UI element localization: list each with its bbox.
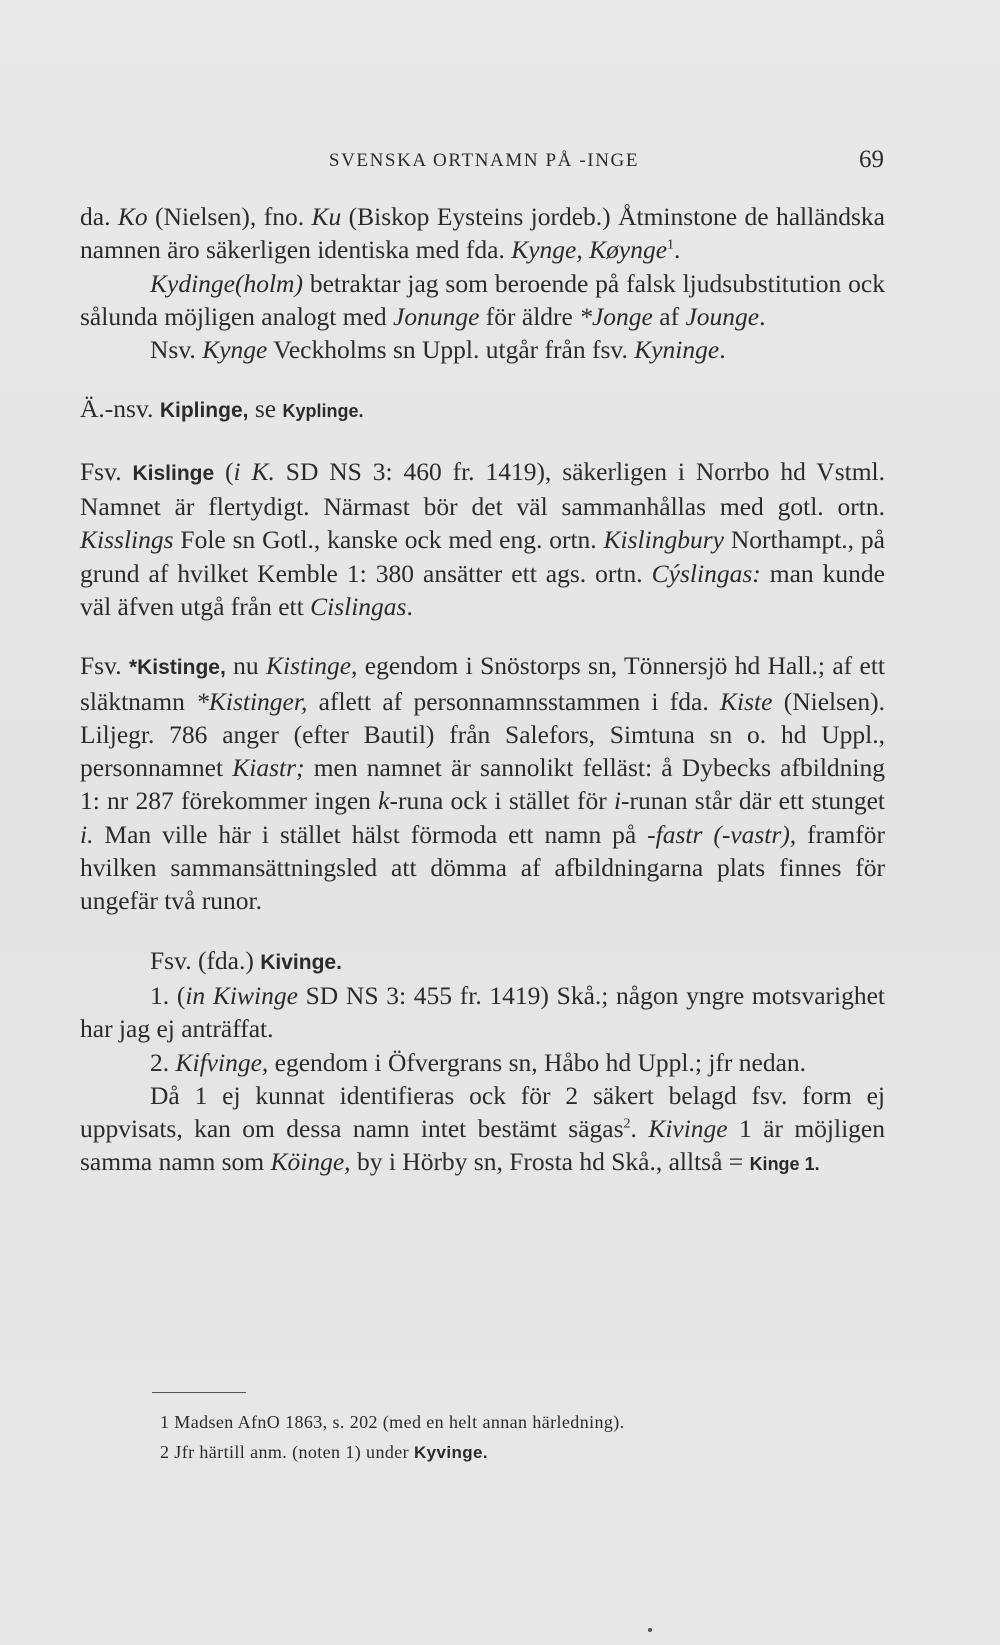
entry-kistinge	[80, 649, 885, 917]
italic-term: i	[613, 786, 622, 816]
text-run: se	[248, 394, 283, 424]
italic-term: Kivinge	[648, 1114, 728, 1144]
text-run: Ä.-nsv.	[80, 394, 160, 424]
text-run: af	[652, 301, 686, 331]
text-run: -runan står där ett stunget	[621, 786, 886, 816]
text-run: 2 Jfr härtill anm. (noten 1) under	[160, 1442, 414, 1462]
paragraph-3	[80, 333, 885, 366]
body-text	[80, 200, 885, 1182]
print-speck	[648, 1628, 652, 1632]
text-run: .	[719, 335, 726, 365]
italic-term: Köinge,	[270, 1147, 351, 1177]
italic-term: Kynge, Køynge	[511, 235, 668, 265]
text-run: aflett af personnamnsstammen i fda.	[307, 686, 720, 716]
cross-reference: Kyplinge.	[282, 401, 364, 422]
text-run: nu	[225, 651, 267, 681]
italic-term: Kiste	[720, 686, 773, 716]
footnote-ref: 2	[623, 1116, 631, 1132]
italic-term: Kifvinge,	[175, 1047, 269, 1077]
running-head-title: SVENSKA ORTNAMN PÅ -INGE	[328, 150, 640, 171]
running-head	[84, 146, 884, 180]
text-run: (Nielsen), fno.	[147, 202, 312, 231]
italic-term: Cýslingas:	[651, 558, 761, 588]
text-run: SD NS 3: 455 fr. 1419) Skå.; någon yngre motsvarighet har jag ej anträffat.	[80, 980, 886, 1044]
entry-kislinge	[80, 455, 885, 623]
text-run: SD NS 3: 460 fr. 1419), säkerligen i Norrbo hd Vstml. Namnet är flertydigt. Närmast bör det väl sammanhållas med gotl. ortn.	[80, 456, 886, 522]
italic-term: i.	[80, 819, 94, 849]
text-run: men namnet är sannolikt felläst: å Dybecks afbildning 1: nr 287 förekommer ingen	[80, 753, 885, 816]
paragraph-kivinge-2	[80, 1046, 885, 1079]
text-run: egendom i Snöstorps sn, Tönnersjö hd Hall.; af ett släktnamn	[80, 651, 886, 716]
text-run: Då 1 ej kunnat identifieras ock för 2 säkert belagd fsv. form ej uppvisats, kan om dessa namn intet bestämt sägas	[80, 1080, 885, 1144]
footnote-ref: 1	[667, 237, 675, 253]
text-run: 1. (	[150, 980, 186, 1010]
text-run: .	[630, 1114, 649, 1144]
italic-term: *Kistinger,	[196, 686, 308, 716]
text-run: .	[674, 235, 681, 265]
italic-term: Kynge	[202, 335, 268, 365]
entry-kiplinge	[80, 392, 885, 428]
headword: *Kistinge,	[128, 656, 226, 680]
italic-term: Jounge	[685, 301, 760, 331]
text-run: 2.	[150, 1047, 176, 1077]
italic-term: Ku	[311, 202, 342, 231]
text-run: 1 är möjligen samma namn som	[80, 1114, 886, 1177]
italic-term: Kydinge(holm)	[150, 268, 303, 298]
page-number: 69	[859, 146, 884, 173]
italic-term: i K.	[233, 456, 275, 486]
headword: Kislinge	[132, 461, 215, 485]
text-run: by i Hörby sn, Frosta hd Skå., alltså =	[350, 1147, 750, 1177]
italic-term: Kislingbury	[603, 525, 724, 555]
text-run: (Biskop Eysteins jordeb.) Åtminstone de halländska namnen äro säkerligen identiska med fda.	[80, 202, 885, 265]
cross-reference: Kyvinge.	[413, 1443, 488, 1462]
italic-term: Kisslings	[80, 525, 174, 555]
italic-term: Cislingas	[310, 591, 407, 621]
paragraph-2	[80, 267, 885, 334]
italic-term: Jonunge	[393, 301, 480, 331]
text-run: Veckholms sn Uppl. utgår från fsv.	[267, 335, 635, 365]
text-run: Nsv.	[150, 335, 203, 365]
headword: Kivinge.	[260, 950, 342, 974]
text-run: (Nielsen). Liljegr. 786 anger (efter Bautil) från Salefors, Simtuna sn o. hd Uppl., personnamnet	[80, 686, 885, 783]
cross-reference: Kinge 1.	[749, 1154, 820, 1175]
footnotes	[160, 1407, 625, 1468]
footnote-2	[160, 1437, 625, 1468]
text-run: Fsv. (fda.)	[150, 945, 261, 975]
entry-kivinge	[80, 944, 885, 979]
italic-term: Kistinge,	[266, 651, 358, 681]
text-run: egendom i Öfvergrans sn, Håbo hd Uppl.; jfr nedan.	[268, 1047, 807, 1077]
text-run: man kunde väl äfven utgå från ett	[80, 558, 885, 621]
text-run: Fsv.	[80, 651, 129, 681]
text-run: da.	[80, 202, 118, 231]
italic-term: in Kiwinge	[185, 980, 298, 1010]
text-run: Fole sn Gotl., kanske ock med eng. ortn.	[173, 525, 604, 555]
italic-term: k	[378, 786, 390, 816]
italic-term: Kiastr;	[232, 753, 305, 783]
text-run: -runa ock i stället för	[389, 786, 614, 816]
text-run: .	[406, 591, 413, 621]
footnote-rule	[152, 1392, 246, 1393]
text-run: Northampt., på grund af hvilket Kemble 1: 380 ansätter ett ags. ortn.	[80, 525, 885, 588]
text-run: Man ville här i stället hälst förmoda ett namn på	[93, 819, 648, 849]
text-run: betraktar jag som beroende på falsk ljudsubstitution ock sålunda möjligen analogt med	[80, 268, 885, 331]
footnote-1: 1 Madsen AfnO 1863, s. 202 (med en helt annan härledning).	[160, 1412, 625, 1432]
italic-term: Kyninge	[634, 335, 720, 365]
text-run: Fsv.	[80, 456, 133, 486]
text-run: .	[759, 301, 766, 331]
italic-term: Ko	[117, 202, 148, 231]
italic-term: -fastr (-vastr),	[647, 819, 797, 849]
paragraph-conclusion	[80, 1079, 885, 1182]
italic-term: *Jonge	[579, 301, 653, 331]
paragraph-1	[80, 200, 885, 267]
text-run: (	[214, 456, 234, 486]
headword: Kiplinge,	[159, 399, 249, 423]
paragraph-kivinge-1	[80, 979, 885, 1046]
text-run: för äldre	[479, 301, 580, 331]
text-run: framför hvilken sammansättningsled att dömma af afbildningarna plats finnes för ungefär två runor.	[80, 819, 885, 916]
